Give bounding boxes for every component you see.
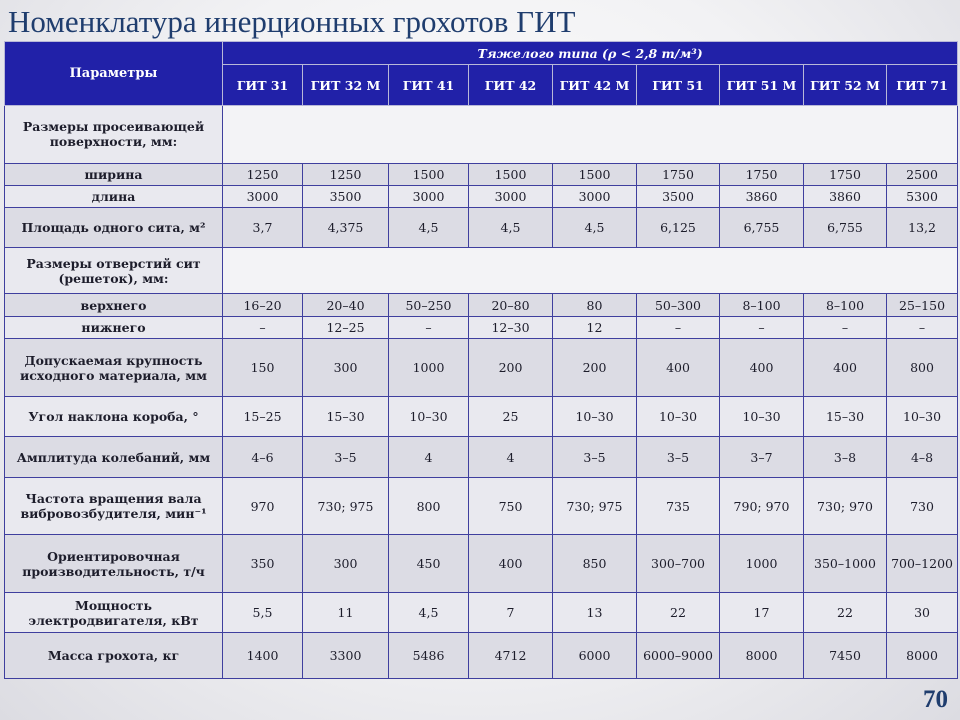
table-cell: – [720, 317, 804, 339]
table-cell: 3300 [303, 633, 389, 679]
table-cell: 10–30 [720, 396, 804, 436]
table-row [5, 535, 958, 593]
table-cell: 10–30 [389, 396, 469, 436]
table-cell: 3860 [720, 185, 804, 207]
table-cell: 5,5 [223, 593, 303, 633]
table-cell: – [389, 317, 469, 339]
table-cell: 50–250 [389, 293, 469, 316]
table-cell: 300 [303, 339, 389, 397]
table-cell: 700–1200 [887, 535, 958, 593]
table-cell: 13,2 [887, 208, 958, 248]
column-header-git-52m: ГИТ 52 М [804, 65, 887, 106]
row-label: ширина [5, 163, 223, 185]
table-cell: 12–30 [469, 317, 553, 339]
table-cell: 50–300 [637, 293, 720, 316]
table-cell: 800 [389, 477, 469, 535]
table-cell: 4712 [469, 633, 553, 679]
table-cell: 3500 [303, 185, 389, 207]
table-cell: 730; 975 [553, 477, 637, 535]
slide-title: Номенклатура инерционных грохотов ГИТ [8, 4, 576, 39]
table-cell: 450 [389, 535, 469, 593]
table-cell: 6000 [553, 633, 637, 679]
table-cell: 3–5 [637, 437, 720, 477]
table-cell: 4,375 [303, 208, 389, 248]
table-cell: 5300 [887, 185, 958, 207]
table-cell: 6,125 [637, 208, 720, 248]
table-cell: 3500 [637, 185, 720, 207]
section-span [223, 248, 958, 293]
table-cell: 16–20 [223, 293, 303, 316]
table-row [5, 593, 958, 633]
table-row [5, 248, 958, 293]
row-label: длина [5, 185, 223, 207]
table-cell: 12–25 [303, 317, 389, 339]
table-cell: 7 [469, 593, 553, 633]
table-cell: 200 [553, 339, 637, 397]
table-cell: 17 [720, 593, 804, 633]
table-cell: 20–80 [469, 293, 553, 316]
column-header-git-71: ГИТ 71 [887, 65, 958, 106]
table-row [5, 317, 958, 339]
table-cell: 8000 [720, 633, 804, 679]
header-row-group [5, 42, 958, 65]
column-header-git-42m: ГИТ 42 М [553, 65, 637, 106]
row-label: нижнего [5, 317, 223, 339]
table-cell: 25 [469, 396, 553, 436]
table-cell: 22 [804, 593, 887, 633]
row-label: Амплитуда колебаний, мм [5, 437, 223, 477]
table-cell: 7450 [804, 633, 887, 679]
table-cell: 4,5 [553, 208, 637, 248]
table-cell: 3–5 [553, 437, 637, 477]
column-header-git-41: ГИТ 41 [389, 65, 469, 106]
row-label: Масса грохота, кг [5, 633, 223, 679]
column-header-git-31: ГИТ 31 [223, 65, 303, 106]
table-cell: 300 [303, 535, 389, 593]
row-label: Размеры просеивающей поверхности, мм: [5, 106, 223, 164]
table-cell: 3860 [804, 185, 887, 207]
table-row [5, 477, 958, 535]
row-label: Угол наклона короба, ° [5, 396, 223, 436]
table-cell: 12 [553, 317, 637, 339]
table-cell: 400 [804, 339, 887, 397]
row-label: Размеры отверстий сит (решеток), мм: [5, 248, 223, 293]
row-label: Мощность электродвигателя, кВт [5, 593, 223, 633]
column-header-git-51: ГИТ 51 [637, 65, 720, 106]
table-cell: 8000 [887, 633, 958, 679]
table-cell: 200 [469, 339, 553, 397]
table-cell: 850 [553, 535, 637, 593]
table-cell: 3–5 [303, 437, 389, 477]
table-cell: 1750 [720, 163, 804, 185]
table-cell: 1500 [553, 163, 637, 185]
table-cell: 730; 970 [804, 477, 887, 535]
table-row [5, 396, 958, 436]
table-cell: 1750 [637, 163, 720, 185]
table-cell: 1250 [303, 163, 389, 185]
table-cell: 790; 970 [720, 477, 804, 535]
table-cell: 350–1000 [804, 535, 887, 593]
table-cell: 10–30 [637, 396, 720, 436]
row-label: Частота вращения вала вибровозбудителя, мин⁻¹ [5, 477, 223, 535]
table-cell: 3000 [469, 185, 553, 207]
table-cell: 15–30 [804, 396, 887, 436]
specifications-table [4, 41, 958, 679]
table-cell: 730; 975 [303, 477, 389, 535]
table-row [5, 633, 958, 679]
table-cell: 1500 [389, 163, 469, 185]
section-span [223, 106, 958, 164]
table-row [5, 106, 958, 164]
table-cell: 3000 [223, 185, 303, 207]
table-cell: 3,7 [223, 208, 303, 248]
table-cell: 4 [469, 437, 553, 477]
page-number: 70 [923, 686, 948, 713]
table-cell: 80 [553, 293, 637, 316]
table-cell: 1500 [469, 163, 553, 185]
table-cell: 25–150 [887, 293, 958, 316]
table-cell: 10–30 [553, 396, 637, 436]
table-cell: 300–700 [637, 535, 720, 593]
table-row [5, 208, 958, 248]
table-cell: 11 [303, 593, 389, 633]
table-cell: 3–7 [720, 437, 804, 477]
table-cell: 4–6 [223, 437, 303, 477]
params-header: Параметры [5, 42, 223, 106]
column-header-git-51m: ГИТ 51 М [720, 65, 804, 106]
table-cell: 4–8 [887, 437, 958, 477]
table-cell: 10–30 [887, 396, 958, 436]
table-row [5, 339, 958, 397]
table-cell: 4,5 [389, 208, 469, 248]
row-label: верхнего [5, 293, 223, 316]
table-cell: 8–100 [804, 293, 887, 316]
table-cell: 1000 [389, 339, 469, 397]
table-cell: – [887, 317, 958, 339]
table-cell: 15–25 [223, 396, 303, 436]
table-cell: 1000 [720, 535, 804, 593]
table-cell: 1400 [223, 633, 303, 679]
table-cell: 4,5 [389, 593, 469, 633]
table-cell: 22 [637, 593, 720, 633]
table-cell: 350 [223, 535, 303, 593]
table-cell: 970 [223, 477, 303, 535]
table-cell: 3–8 [804, 437, 887, 477]
table-cell: 730 [887, 477, 958, 535]
table-cell: 6000–9000 [637, 633, 720, 679]
table-row [5, 163, 958, 185]
row-label: Площадь одного сита, м² [5, 208, 223, 248]
row-label: Допускаемая крупность исходного материала, мм [5, 339, 223, 397]
table-cell: 4 [389, 437, 469, 477]
table-cell: 1250 [223, 163, 303, 185]
table-cell: 6,755 [720, 208, 804, 248]
table-cell: 4,5 [469, 208, 553, 248]
column-header-git-32m: ГИТ 32 М [303, 65, 389, 106]
group-header: Тяжелого типа (ρ < 2,8 т/м³) [223, 42, 958, 65]
column-header-git-42: ГИТ 42 [469, 65, 553, 106]
table-cell: – [804, 317, 887, 339]
table-cell: 1750 [804, 163, 887, 185]
table-cell: 2500 [887, 163, 958, 185]
table-cell: 3000 [389, 185, 469, 207]
table-cell: 800 [887, 339, 958, 397]
table-cell: 735 [637, 477, 720, 535]
table-cell: 5486 [389, 633, 469, 679]
table-row [5, 185, 958, 207]
table-cell: 400 [637, 339, 720, 397]
table-row [5, 437, 958, 477]
table-cell: 150 [223, 339, 303, 397]
table-cell: 400 [469, 535, 553, 593]
table-cell: 13 [553, 593, 637, 633]
table-cell: 6,755 [804, 208, 887, 248]
table-cell: 30 [887, 593, 958, 633]
table-cell: – [637, 317, 720, 339]
row-label: Ориентировочная производительность, т/ч [5, 535, 223, 593]
table-cell: 400 [720, 339, 804, 397]
table-cell: 15–30 [303, 396, 389, 436]
table-cell: – [223, 317, 303, 339]
table-cell: 3000 [553, 185, 637, 207]
table-cell: 20–40 [303, 293, 389, 316]
table-cell: 8–100 [720, 293, 804, 316]
table-cell: 750 [469, 477, 553, 535]
table-row [5, 293, 958, 316]
